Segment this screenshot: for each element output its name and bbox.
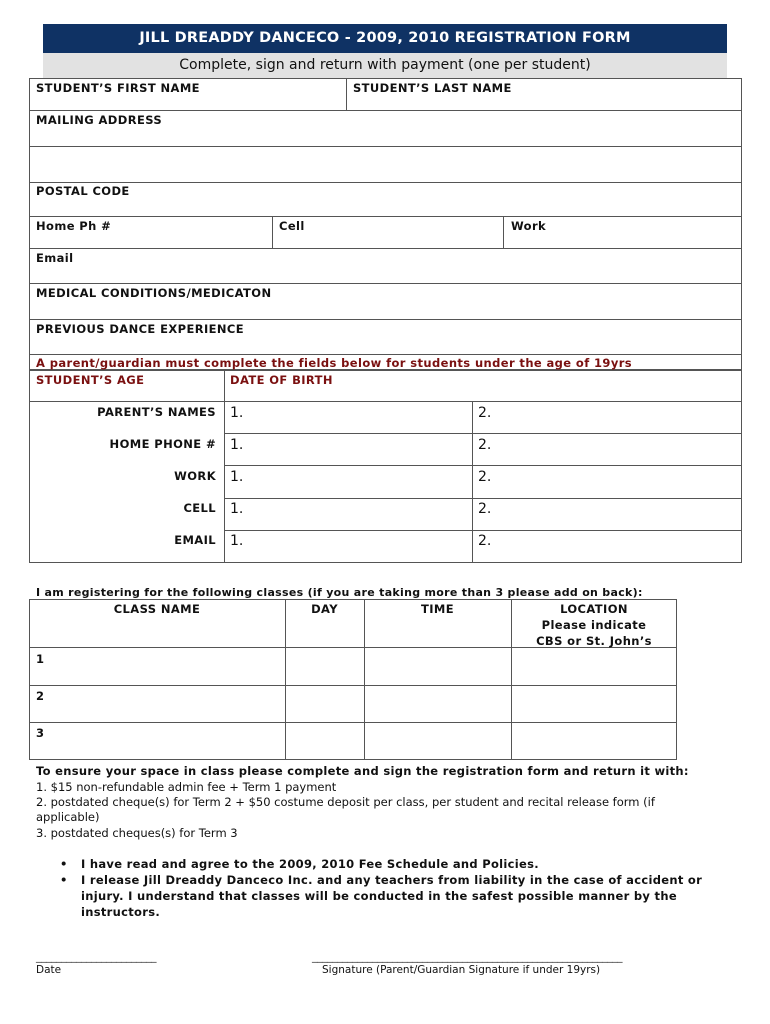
location-header-note: Please indicate	[541, 618, 647, 632]
parent-name-2-field[interactable]: 2.	[478, 405, 492, 421]
dance-experience-field[interactable]: PREVIOUS DANCE EXPERIENCE	[36, 322, 245, 336]
parent-email-1-field[interactable]: 1.	[230, 533, 244, 549]
parent-email-2-field[interactable]: 2.	[478, 533, 492, 549]
cell-field[interactable]: Cell	[279, 219, 305, 233]
location-header-options: CBS or St. John’s	[536, 634, 652, 648]
agreement-bullet-1: •	[60, 857, 68, 871]
form-subtitle: Complete, sign and return with payment (one per student)	[43, 53, 727, 78]
agreement-fee-policy: I have read and agree to the 2009, 2010 Fee Schedule and Policies.	[81, 857, 539, 871]
day-header: DAY	[311, 602, 338, 616]
class-name-header: CLASS NAME	[113, 602, 201, 616]
parent-name-1-field[interactable]: 1.	[230, 405, 244, 421]
date-of-birth-field[interactable]: DATE OF BIRTH	[230, 373, 333, 387]
parent-home-phone-label: HOME PHONE #	[109, 437, 216, 451]
location-header: LOCATION	[560, 602, 628, 616]
medical-conditions-field[interactable]: MEDICAL CONDITIONS/MEDICATON	[36, 286, 272, 300]
payment-item-1: 1. $15 non-refundable admin fee + Term 1 payment	[36, 780, 337, 794]
agreement-liability-line-2: injury. I understand that classes will be conducted in the safest possible manner by the	[81, 889, 677, 903]
class-row-1[interactable]: 1	[36, 652, 45, 666]
parent-work-1-field[interactable]: 1.	[230, 469, 244, 485]
parent-work-label: WORK	[174, 469, 216, 483]
guardian-notice: A parent/guardian must complete the fields below for students under the age of 19yrs	[36, 356, 633, 370]
first-name-field[interactable]: STUDENT’S FIRST NAME	[36, 81, 200, 95]
form-title: JILL DREADDY DANCECO - 2009, 2010 REGISTRATION FORM	[43, 24, 727, 53]
class-row-3[interactable]: 3	[36, 726, 45, 740]
payment-item-2-cont: applicable)	[36, 810, 100, 824]
payment-item-2: 2. postdated cheque(s) for Term 2 + $50 costume deposit per class, per student and recital release form (if	[36, 795, 655, 809]
parents-names-label: PARENT’S NAMES	[97, 405, 216, 419]
parent-cell-1-field[interactable]: 1.	[230, 501, 244, 517]
time-header: TIME	[420, 602, 455, 616]
payment-item-3: 3. postdated cheques(s) for Term 3	[36, 826, 238, 840]
date-label: Date	[36, 964, 62, 976]
work-field[interactable]: Work	[511, 219, 547, 233]
last-name-field[interactable]: STUDENT’S LAST NAME	[353, 81, 512, 95]
email-field[interactable]: Email	[36, 251, 74, 265]
parent-home-phone-1-field[interactable]: 1.	[230, 437, 244, 453]
parent-email-label: EMAIL	[174, 533, 216, 547]
guardian-signature-line[interactable]: ______________________________________________________________	[312, 950, 622, 963]
mailing-address-field[interactable]: MAILING ADDRESS	[36, 113, 163, 127]
student-age-field[interactable]: STUDENT’S AGE	[36, 373, 145, 387]
agreement-liability-line-3: instructors.	[81, 905, 161, 919]
date-signature-line[interactable]: ________________________	[36, 950, 156, 963]
home-phone-field[interactable]: Home Ph #	[36, 219, 112, 233]
parent-cell-label: CELL	[183, 501, 216, 515]
payment-heading: To ensure your space in class please complete and sign the registration form and return it with:	[36, 764, 689, 778]
classes-intro: I am registering for the following classes (if you are taking more than 3 please add on back):	[36, 586, 643, 599]
parent-work-2-field[interactable]: 2.	[478, 469, 492, 485]
agreement-bullet-2: •	[60, 873, 68, 887]
class-row-2[interactable]: 2	[36, 689, 45, 703]
agreement-liability-line-1: I release Jill Dreaddy Danceco Inc. and any teachers from liability in the case of accident or	[81, 873, 703, 887]
postal-code-field[interactable]: POSTAL CODE	[36, 184, 130, 198]
parent-cell-2-field[interactable]: 2.	[478, 501, 492, 517]
parent-home-phone-2-field[interactable]: 2.	[478, 437, 492, 453]
signature-label: Signature (Parent/Guardian Signature if under 19yrs)	[322, 964, 601, 976]
